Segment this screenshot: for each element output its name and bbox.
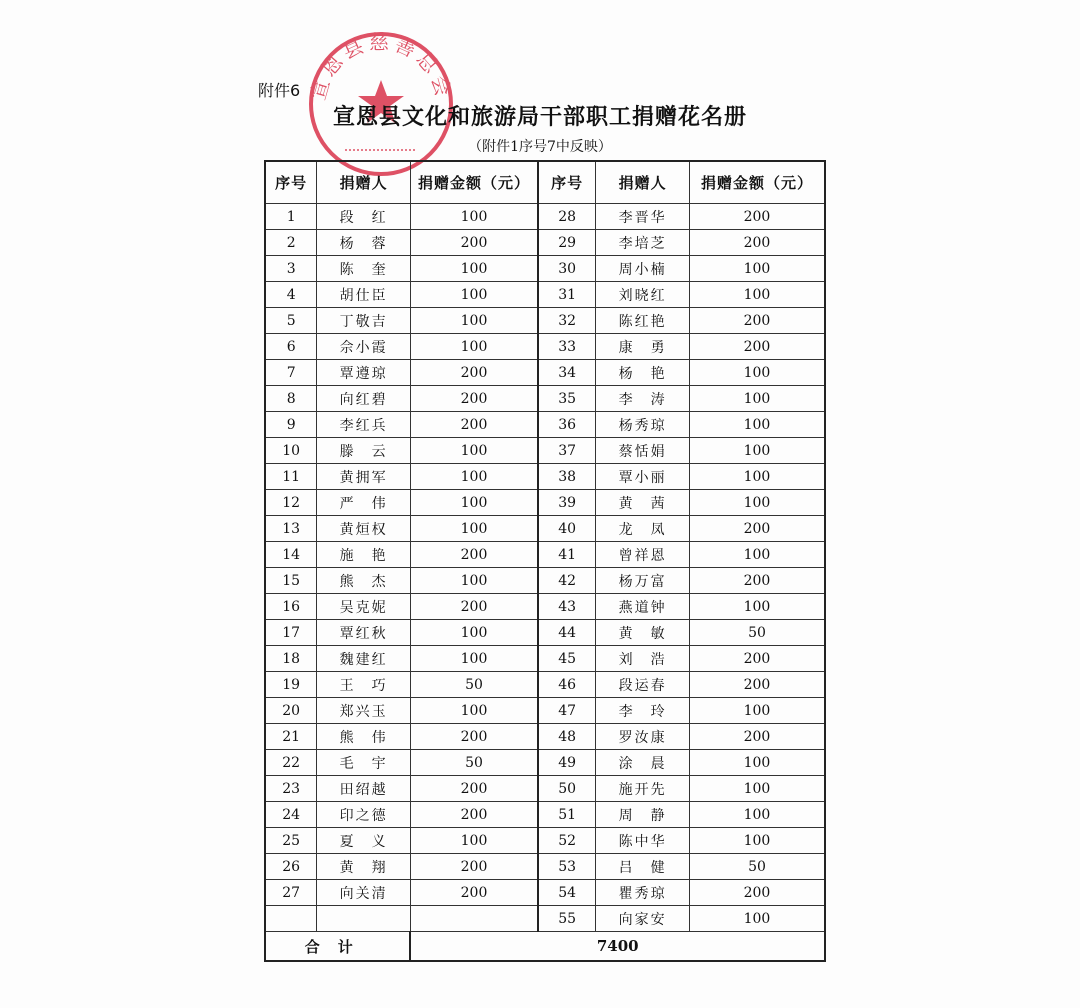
donor-name: 向关清 [317,880,411,906]
donor-name: 黄 茜 [596,490,690,516]
table-row [265,620,825,646]
donation-table [264,160,826,962]
row-number: 18 [265,646,317,672]
donor-name: 李 玲 [596,698,690,724]
donor-name: 李红兵 [317,412,411,438]
donor-name: 郑兴玉 [317,698,411,724]
row-number: 50 [538,776,596,802]
donor-name: 严 伟 [317,490,411,516]
table-row [265,256,825,282]
donation-amount: 200 [689,880,825,906]
row-number: 10 [265,438,317,464]
table-row [265,646,825,672]
total-value: 7400 [410,932,825,962]
row-number: 23 [265,776,317,802]
table-row [265,750,825,776]
row-number: 14 [265,542,317,568]
donor-name: 刘晓红 [596,282,690,308]
donor-name: 李培芝 [596,230,690,256]
row-number: 47 [538,698,596,724]
donation-amount: 100 [410,698,538,724]
table-row [265,828,825,854]
table-row [265,438,825,464]
donor-name: 覃小丽 [596,464,690,490]
row-number [265,906,317,932]
row-number: 43 [538,594,596,620]
header-amount-left: 捐赠金额（元） [410,161,538,204]
donation-amount: 100 [410,464,538,490]
donor-name: 段运春 [596,672,690,698]
donation-amount: 100 [410,490,538,516]
svg-text:宣恩县慈善总会: 宣恩县慈善总会 [305,30,457,103]
row-number: 45 [538,646,596,672]
donation-amount: 100 [689,698,825,724]
row-number: 38 [538,464,596,490]
donor-name: 印之德 [317,802,411,828]
donation-amount: 200 [410,412,538,438]
table-row [265,776,825,802]
table-row [265,464,825,490]
donation-amount: 100 [410,204,538,230]
row-number: 6 [265,334,317,360]
table-row [265,854,825,880]
table-row [265,724,825,750]
donor-name: 熊 伟 [317,724,411,750]
row-number: 35 [538,386,596,412]
donor-name: 周小楠 [596,256,690,282]
donor-name: 向家安 [596,906,690,932]
table-row [265,906,825,932]
row-number: 11 [265,464,317,490]
total-label: 合计 [265,932,410,962]
row-number: 3 [265,256,317,282]
header-donor-left: 捐赠人 [317,161,411,204]
donation-amount: 100 [689,438,825,464]
row-number: 19 [265,672,317,698]
donation-amount: 100 [410,828,538,854]
row-number: 52 [538,828,596,854]
donor-name: 蔡恬娟 [596,438,690,464]
donor-name: 刘 浩 [596,646,690,672]
row-number: 36 [538,412,596,438]
donation-amount: 100 [410,646,538,672]
row-number: 16 [265,594,317,620]
donor-name: 魏建红 [317,646,411,672]
donor-name: 黄 敏 [596,620,690,646]
row-number: 48 [538,724,596,750]
table-row [265,672,825,698]
donor-name: 吴克妮 [317,594,411,620]
row-number: 55 [538,906,596,932]
donation-amount: 200 [689,204,825,230]
header-donor-right: 捐赠人 [596,161,690,204]
table-row [265,412,825,438]
donation-amount: 100 [689,776,825,802]
donor-name: 陈红艳 [596,308,690,334]
donation-amount: 100 [689,360,825,386]
donor-name: 李晋华 [596,204,690,230]
table-row [265,698,825,724]
table-row [265,386,825,412]
row-number: 20 [265,698,317,724]
donor-name: 王 巧 [317,672,411,698]
header-amount-right: 捐赠金额（元） [689,161,825,204]
row-number: 42 [538,568,596,594]
donation-amount: 200 [410,594,538,620]
row-number: 24 [265,802,317,828]
table-row [265,516,825,542]
donation-amount: 100 [689,750,825,776]
table-row [265,204,825,230]
donor-name: 陈中华 [596,828,690,854]
donor-name: 杨万富 [596,568,690,594]
donation-amount: 100 [689,828,825,854]
donation-amount: 100 [410,568,538,594]
row-number: 34 [538,360,596,386]
donor-name: 施 艳 [317,542,411,568]
row-number: 39 [538,490,596,516]
donor-name: 覃红秋 [317,620,411,646]
donor-name: 杨 艳 [596,360,690,386]
donation-amount: 100 [689,464,825,490]
table-row [265,360,825,386]
table-row [265,542,825,568]
donor-name: 施开先 [596,776,690,802]
donation-amount: 100 [689,256,825,282]
donor-name: 杨秀琼 [596,412,690,438]
donor-name: 佘小霞 [317,334,411,360]
donation-amount: 100 [689,490,825,516]
donor-name: 陈 奎 [317,256,411,282]
donor-name: 田绍越 [317,776,411,802]
table-row [265,308,825,334]
row-number: 7 [265,360,317,386]
donation-amount: 200 [689,230,825,256]
row-number: 54 [538,880,596,906]
header-row [265,161,825,204]
donor-name: 黄烜权 [317,516,411,542]
donation-amount: 200 [410,776,538,802]
donation-amount: 100 [410,516,538,542]
donation-amount: 100 [410,334,538,360]
table-row [265,880,825,906]
donor-name: 李 涛 [596,386,690,412]
row-number: 37 [538,438,596,464]
row-number: 22 [265,750,317,776]
donor-name: 康 勇 [596,334,690,360]
donor-name: 罗汝康 [596,724,690,750]
donation-amount: 200 [689,672,825,698]
table-row [265,802,825,828]
row-number: 12 [265,490,317,516]
donation-amount: 200 [410,880,538,906]
donor-name: 曾祥恩 [596,542,690,568]
attachment-label: 附件6 [258,81,301,100]
table-row [265,334,825,360]
donation-amount: 200 [689,724,825,750]
document-title: 宣恩县文化和旅游局干部职工捐赠花名册 [332,105,747,130]
donor-name: 龙 凤 [596,516,690,542]
donor-name: 黄 翔 [317,854,411,880]
row-number: 15 [265,568,317,594]
row-number: 4 [265,282,317,308]
row-number: 17 [265,620,317,646]
donation-amount: 100 [689,542,825,568]
donation-amount: 50 [689,620,825,646]
row-number: 31 [538,282,596,308]
table-row [265,282,825,308]
row-number: 29 [538,230,596,256]
row-number: 1 [265,204,317,230]
donation-amount: 50 [689,854,825,880]
total-row [265,932,825,962]
donor-name: 向红碧 [317,386,411,412]
donation-amount: 100 [689,412,825,438]
donor-name: 涂 晨 [596,750,690,776]
donation-amount: 200 [689,646,825,672]
row-number: 46 [538,672,596,698]
header-no-right: 序号 [538,161,596,204]
row-number: 30 [538,256,596,282]
row-number: 44 [538,620,596,646]
table-row [265,490,825,516]
row-number: 32 [538,308,596,334]
donation-amount: 200 [689,568,825,594]
donor-name: 熊 杰 [317,568,411,594]
donor-name: 杨 蓉 [317,230,411,256]
donor-name: 丁敬吉 [317,308,411,334]
donation-amount: 200 [410,230,538,256]
row-number: 41 [538,542,596,568]
row-number: 49 [538,750,596,776]
row-number: 25 [265,828,317,854]
donation-amount: 200 [689,308,825,334]
row-number: 8 [265,386,317,412]
donor-name: 夏 义 [317,828,411,854]
donation-amount: 200 [410,802,538,828]
row-number: 40 [538,516,596,542]
row-number: 53 [538,854,596,880]
donor-name [317,906,411,932]
donor-name: 段 红 [317,204,411,230]
donor-name: 周 静 [596,802,690,828]
row-number: 27 [265,880,317,906]
donation-amount: 100 [410,282,538,308]
document-subtitle: （附件1序号7中反映） [468,139,612,155]
donation-amount: 200 [689,516,825,542]
donor-name: 吕 健 [596,854,690,880]
donor-name: 毛 宇 [317,750,411,776]
donor-name: 燕道钟 [596,594,690,620]
donor-name: 黄拥军 [317,464,411,490]
donation-amount [410,906,538,932]
donor-name: 瞿秀琼 [596,880,690,906]
donation-amount: 50 [410,672,538,698]
table-row [265,594,825,620]
donation-amount: 100 [410,438,538,464]
table-row [265,568,825,594]
donation-amount: 200 [410,542,538,568]
donation-amount: 200 [410,386,538,412]
row-number: 13 [265,516,317,542]
row-number: 51 [538,802,596,828]
row-number: 21 [265,724,317,750]
donation-amount: 100 [689,282,825,308]
donor-name: 胡仕臣 [317,282,411,308]
row-number: 33 [538,334,596,360]
donation-amount: 100 [410,256,538,282]
donation-amount: 200 [410,360,538,386]
donor-name: 覃遵琼 [317,360,411,386]
donation-amount: 100 [689,802,825,828]
table-row [265,230,825,256]
donor-name: 滕 云 [317,438,411,464]
row-number: 2 [265,230,317,256]
donation-amount: 200 [410,724,538,750]
row-number: 28 [538,204,596,230]
donation-amount: 200 [410,854,538,880]
row-number: 9 [265,412,317,438]
donation-amount: 100 [689,386,825,412]
donation-amount: 100 [410,620,538,646]
row-number: 5 [265,308,317,334]
header-no-left: 序号 [265,161,317,204]
donation-amount: 100 [689,906,825,932]
donation-amount: 100 [689,594,825,620]
donation-amount: 200 [689,334,825,360]
donation-amount: 100 [410,308,538,334]
row-number: 26 [265,854,317,880]
donation-amount: 50 [410,750,538,776]
